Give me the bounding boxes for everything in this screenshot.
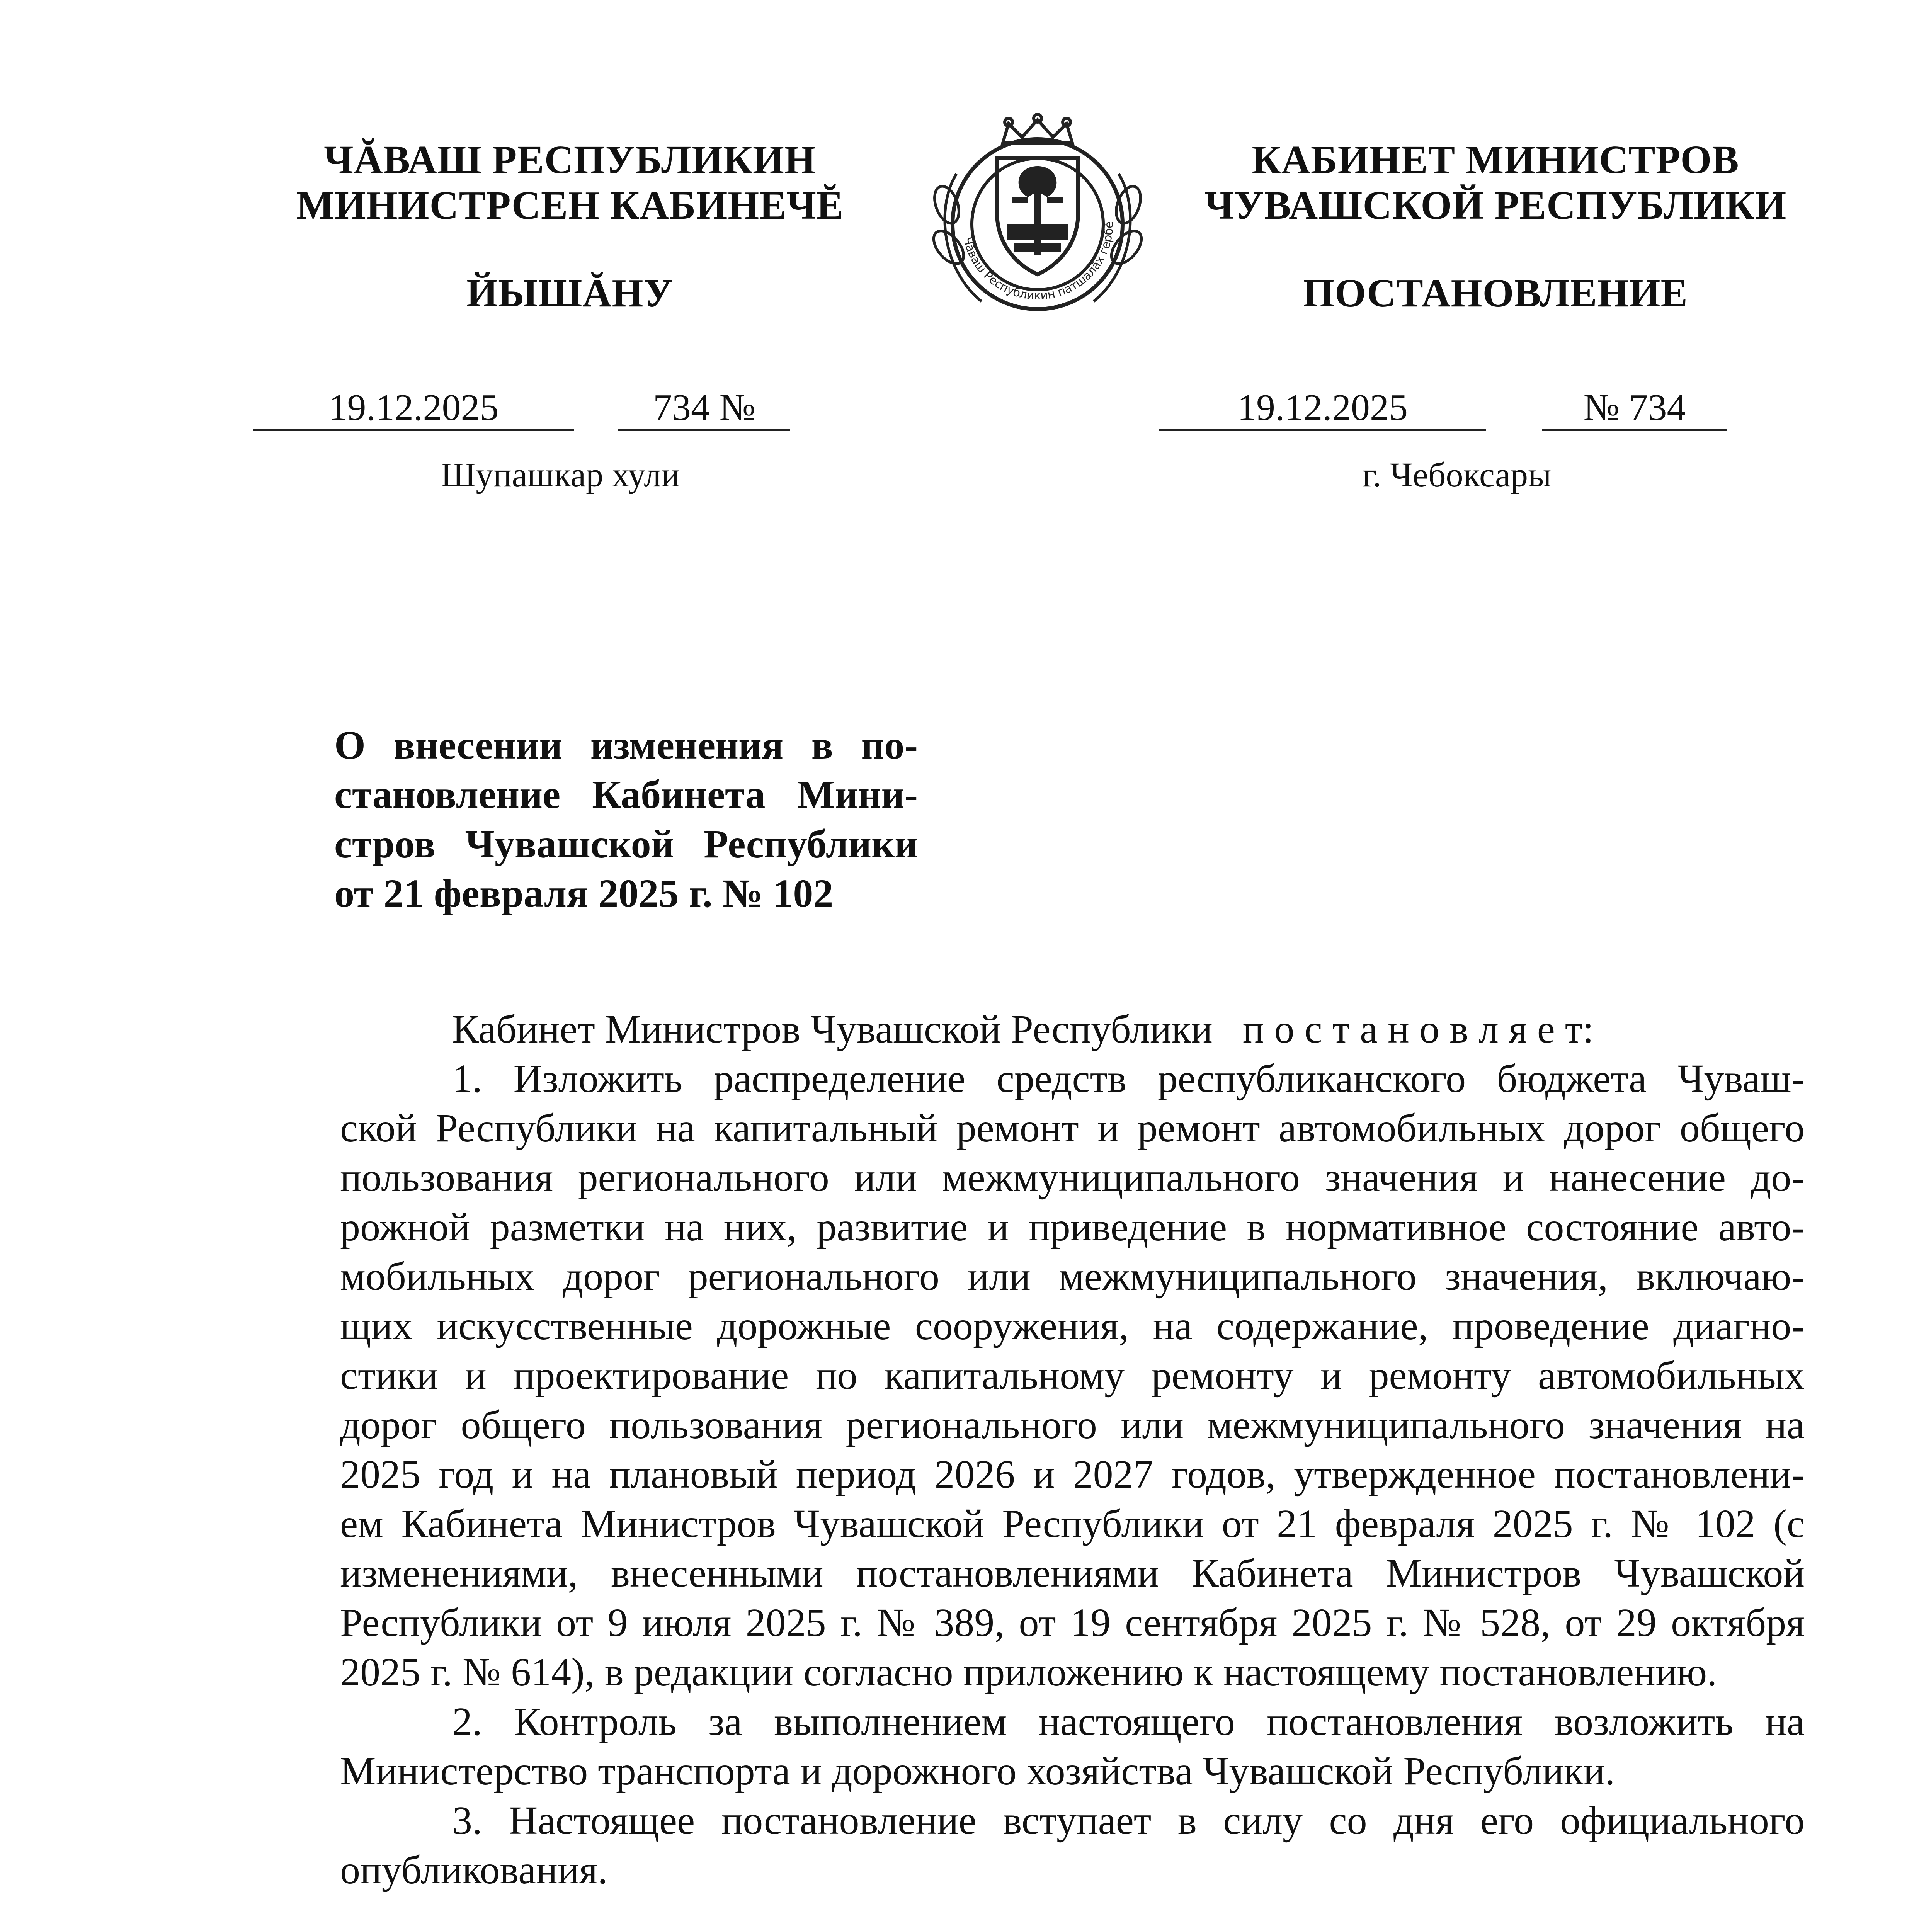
title-line: становление Кабинета Мини- bbox=[334, 772, 918, 817]
left-org-line1: ЧĂВАШ РЕСПУБЛИКИН bbox=[324, 138, 816, 182]
right-doc-type: ПОСТАНОВЛЕНИЕ bbox=[1303, 271, 1688, 315]
paragraph-1-line: стики и проектирование по капитальному ремонту и ремонту автомобильных bbox=[340, 1353, 1805, 1398]
paragraph-2-line: Министерство транспорта и дорожного хозяйства Чувашской Республики. bbox=[340, 1749, 1615, 1793]
document-title bbox=[334, 721, 918, 918]
paragraph-1-line: щих искусственные дорожные сооружения, на содержание, проведение диагно- bbox=[340, 1304, 1805, 1348]
preamble bbox=[340, 1005, 1805, 1054]
document-body bbox=[340, 1005, 1805, 1895]
paragraph-1-line: изменениями, внесенными постановлениями Кабинета Министров Чувашской bbox=[340, 1551, 1805, 1595]
right-number: № 734 bbox=[1542, 386, 1727, 431]
title-line: О внесении изменения в по- bbox=[334, 723, 918, 767]
right-org-line1: КАБИНЕТ МИНИСТРОВ bbox=[1252, 138, 1739, 182]
coat-of-arms bbox=[920, 108, 1155, 340]
paragraph-1-line: мобильных дорог регионального или межмуниципального значения, включаю- bbox=[340, 1254, 1805, 1299]
right-org-line2: ЧУВАШСКОЙ РЕСПУБЛИКИ bbox=[1204, 183, 1787, 228]
paragraph-1-line: ем Кабинета Министров Чувашской Республики от 21 февраля 2025 г. № 102 (с bbox=[340, 1502, 1805, 1546]
right-place: г. Чебоксары bbox=[1362, 456, 1552, 494]
left-org-name bbox=[251, 137, 889, 228]
paragraph-1-line: рожной разметки на них, развитие и приведение в нормативное состояние авто- bbox=[340, 1205, 1805, 1249]
paragraph-1-line: Республики от 9 июля 2025 г. № 389, от 19 сентября 2025 г. № 528, от 29 октября bbox=[340, 1600, 1805, 1645]
left-date: 19.12.2025 bbox=[253, 386, 574, 431]
paragraph-1-line: дорог общего пользования регионального или межмуниципального значения на bbox=[340, 1403, 1805, 1447]
title-line: от 21 февраля 2025 г. № 102 bbox=[334, 871, 834, 916]
paragraph-1-line: ской Республики на капитальный ремонт и ремонт автомобильных дорог общего bbox=[340, 1106, 1805, 1150]
paragraph-1-line: пользования регионального или межмуниципального значения и нанесение до- bbox=[340, 1155, 1805, 1200]
title-line: стров Чувашской Республики bbox=[334, 822, 918, 866]
preamble-text: Кабинет Министров Чувашской Республики bbox=[452, 1007, 1213, 1051]
emblem-ring-text: Чăваш Республикин патшалăх гербĕ bbox=[960, 221, 1116, 303]
right-date: 19.12.2025 bbox=[1159, 386, 1486, 431]
coat-of-arms-icon bbox=[920, 108, 1155, 340]
preamble-spaced-word: п о с т а н о в л я е т: bbox=[1242, 1007, 1594, 1051]
paragraph-2-line: 2. Контроль за выполнением настоящего постановления возложить на bbox=[452, 1699, 1805, 1744]
left-doc-type: ЙЫШĂНУ bbox=[466, 271, 674, 315]
right-org-name bbox=[1167, 137, 1824, 228]
paragraph-3-line: 3. Настоящее постановление вступает в силу со дня его официального bbox=[452, 1798, 1805, 1843]
paragraph-1-line: 1. Изложить распределение средств республиканского бюджета Чуваш- bbox=[452, 1056, 1805, 1101]
paragraph-1-line: 2025 год и на плановый период 2026 и 2027 годов, утвержденное постановлени- bbox=[340, 1452, 1805, 1497]
paragraph-1-line: 2025 г. № 614), в редакции согласно приложению к настоящему постановлению. bbox=[340, 1650, 1717, 1694]
left-org-line2: МИНИСТРСЕН КАБИНЕЧĔ bbox=[296, 183, 844, 228]
left-number: 734 № bbox=[618, 386, 790, 431]
left-place: Шупашкар хули bbox=[441, 456, 680, 494]
paragraph-3-line: опубликования. bbox=[340, 1848, 608, 1892]
